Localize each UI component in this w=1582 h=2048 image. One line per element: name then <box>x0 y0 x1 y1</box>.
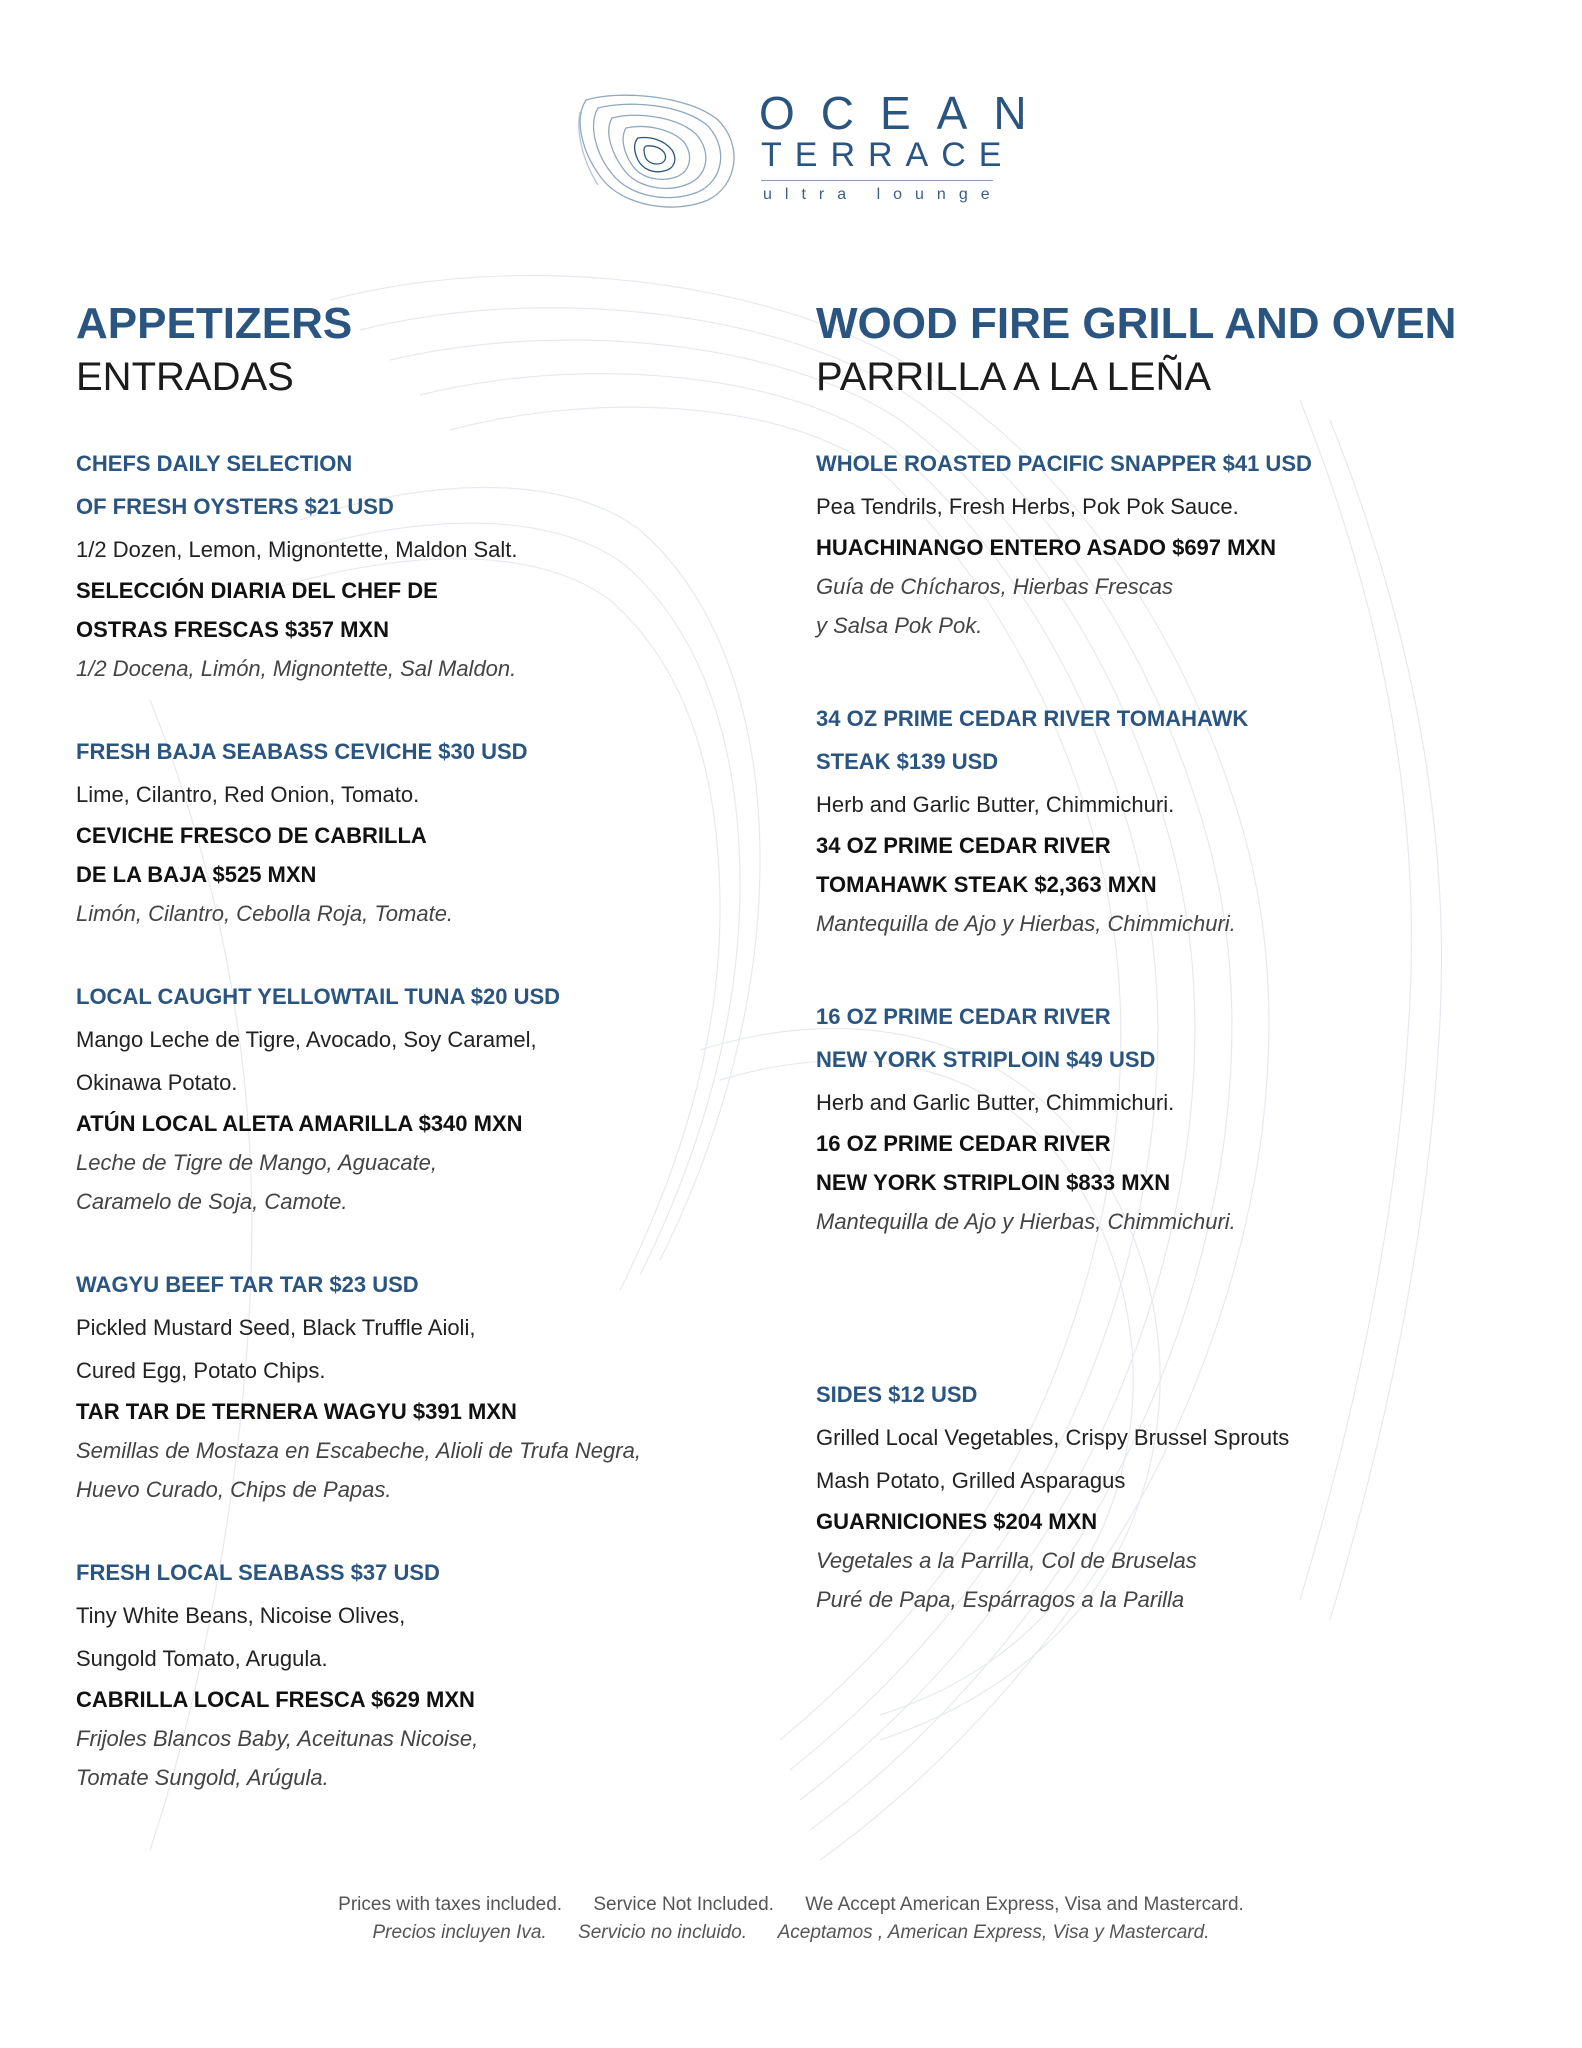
item-description: Mango Leche de Tigre, Avocado, Soy Caramel, <box>76 1027 537 1052</box>
item-name-spanish: CABRILLA LOCAL FRESCA $629 MXN <box>76 1687 475 1712</box>
item-name: 16 OZ PRIME CEDAR RIVER <box>816 1004 1111 1029</box>
menu-item <box>816 1373 1536 1619</box>
item-name-spanish: 16 OZ PRIME CEDAR RIVER <box>816 1131 1111 1156</box>
brand-name-line1: OCEAN <box>759 87 1053 139</box>
menu-item <box>76 1551 776 1797</box>
item-name-spanish: SELECCIÓN DIARIA DEL CHEF DE <box>76 578 438 603</box>
footer-note: Aceptamos , American Express, Visa y Mastercard. <box>777 1922 1210 1943</box>
section-subtitle: ENTRADAS <box>76 355 294 399</box>
item-name: WHOLE ROASTED PACIFIC SNAPPER $41 USD <box>816 451 1312 476</box>
item-description: Pea Tendrils, Fresh Herbs, Pok Pok Sauce. <box>816 494 1239 519</box>
item-name: SIDES $12 USD <box>816 1382 978 1407</box>
topographic-oyster-icon <box>578 90 748 210</box>
item-description-spanish: Guía de Chícharos, Hierbas Frescas <box>816 574 1174 599</box>
item-description-spanish: y Salsa Pok Pok. <box>816 613 983 638</box>
item-description-spanish: Puré de Papa, Espárragos a la Parilla <box>816 1587 1185 1612</box>
item-description: Herb and Garlic Butter, Chimmichuri. <box>816 792 1175 817</box>
item-description: Mash Potato, Grilled Asparagus <box>816 1468 1126 1493</box>
item-name: LOCAL CAUGHT YELLOWTAIL TUNA $20 USD <box>76 984 561 1009</box>
logo <box>578 87 1053 220</box>
grill-column <box>816 298 1536 1699</box>
footer-note: Prices with taxes included. <box>338 1894 563 1915</box>
menu-item <box>76 1263 776 1509</box>
menu-item <box>76 975 776 1221</box>
item-description-spanish: Semillas de Mostaza en Escabeche, Alioli de Trufa Negra, <box>76 1438 641 1463</box>
brand-tagline: ultra lounge <box>763 186 1003 203</box>
item-name: FRESH BAJA SEABASS CEVICHE $30 USD <box>76 739 528 764</box>
item-name-spanish: DE LA BAJA $525 MXN <box>76 862 317 887</box>
appetizers-column <box>76 298 776 1797</box>
item-name: WAGYU BEEF TAR TAR $23 USD <box>76 1272 419 1297</box>
section-title: WOOD FIRE GRILL AND OVEN <box>816 299 1457 348</box>
item-name-spanish: GUARNICIONES $204 MXN <box>816 1509 1098 1534</box>
item-description: Tiny White Beans, Nicoise Olives, <box>76 1603 406 1628</box>
item-description-spanish: Caramelo de Soja, Camote. <box>76 1189 348 1214</box>
item-description-spanish: Huevo Curado, Chips de Papas. <box>76 1477 392 1502</box>
item-description-spanish: Limón, Cilantro, Cebolla Roja, Tomate. <box>76 901 454 926</box>
item-name-spanish: TAR TAR DE TERNERA WAGYU $391 MXN <box>76 1399 517 1424</box>
footer-english <box>0 1894 1582 1916</box>
item-name: 34 OZ PRIME CEDAR RIVER TOMAHAWK <box>816 706 1249 731</box>
footer-spanish <box>0 1922 1582 1944</box>
item-description-spanish: Vegetales a la Parrilla, Col de Bruselas <box>816 1548 1197 1573</box>
item-name: OF FRESH OYSTERS $21 USD <box>76 494 394 519</box>
item-description: Cured Egg, Potato Chips. <box>76 1358 326 1383</box>
item-name: FRESH LOCAL SEABASS $37 USD <box>76 1560 440 1585</box>
item-name: STEAK $139 USD <box>816 749 999 774</box>
brand-name-line2: TERRACE <box>761 136 1015 174</box>
item-description: Herb and Garlic Butter, Chimmichuri. <box>816 1090 1175 1115</box>
menu-item <box>76 730 776 933</box>
section-title: APPETIZERS <box>76 299 353 348</box>
item-name-spanish: HUACHINANGO ENTERO ASADO $697 MXN <box>816 535 1277 560</box>
item-description-spanish: Mantequilla de Ajo y Hierbas, Chimmichuri. <box>816 1209 1236 1234</box>
item-name: NEW YORK STRIPLOIN $49 USD <box>816 1047 1156 1072</box>
item-name-spanish: OSTRAS FRESCAS $357 MXN <box>76 617 389 642</box>
footer-note: Servicio no incluido. <box>578 1922 748 1943</box>
item-name-spanish: NEW YORK STRIPLOIN $833 MXN <box>816 1170 1171 1195</box>
footer-note: Service Not Included. <box>593 1894 774 1915</box>
menu-items <box>816 442 1536 1619</box>
item-description-spanish: Leche de Tigre de Mango, Aguacate, <box>76 1150 438 1175</box>
section-subtitle: PARRILLA A LA LEÑA <box>816 355 1212 399</box>
brand-divider <box>761 180 993 181</box>
footer-note: Precios incluyen Iva. <box>372 1922 547 1943</box>
item-name: CHEFS DAILY SELECTION <box>76 451 353 476</box>
menu-items <box>76 442 776 1797</box>
item-description: Lime, Cilantro, Red Onion, Tomato. <box>76 782 420 807</box>
item-description-spanish: Mantequilla de Ajo y Hierbas, Chimmichuri. <box>816 911 1236 936</box>
item-description: Sungold Tomato, Arugula. <box>76 1646 328 1671</box>
footer-note: We Accept American Express, Visa and Mastercard. <box>805 1894 1244 1915</box>
menu-item <box>816 442 1536 645</box>
menu-item <box>816 697 1536 943</box>
menu-item <box>76 442 776 688</box>
item-name-spanish: ATÚN LOCAL ALETA AMARILLA $340 MXN <box>76 1111 523 1136</box>
menu-item <box>816 995 1536 1241</box>
item-description: Pickled Mustard Seed, Black Truffle Aioli, <box>76 1315 476 1340</box>
item-description-spanish: Frijoles Blancos Baby, Aceitunas Nicoise, <box>76 1726 479 1751</box>
item-name-spanish: 34 OZ PRIME CEDAR RIVER <box>816 833 1111 858</box>
item-description: 1/2 Dozen, Lemon, Mignontette, Maldon Salt. <box>76 537 518 562</box>
item-description: Okinawa Potato. <box>76 1070 238 1095</box>
item-name-spanish: CEVICHE FRESCO DE CABRILLA <box>76 823 427 848</box>
item-description-spanish: 1/2 Docena, Limón, Mignontette, Sal Maldon. <box>76 656 517 681</box>
item-description-spanish: Tomate Sungold, Arúgula. <box>76 1765 329 1790</box>
item-description: Grilled Local Vegetables, Crispy Brussel Sprouts <box>816 1425 1290 1450</box>
item-name-spanish: TOMAHAWK STEAK $2,363 MXN <box>816 872 1157 897</box>
